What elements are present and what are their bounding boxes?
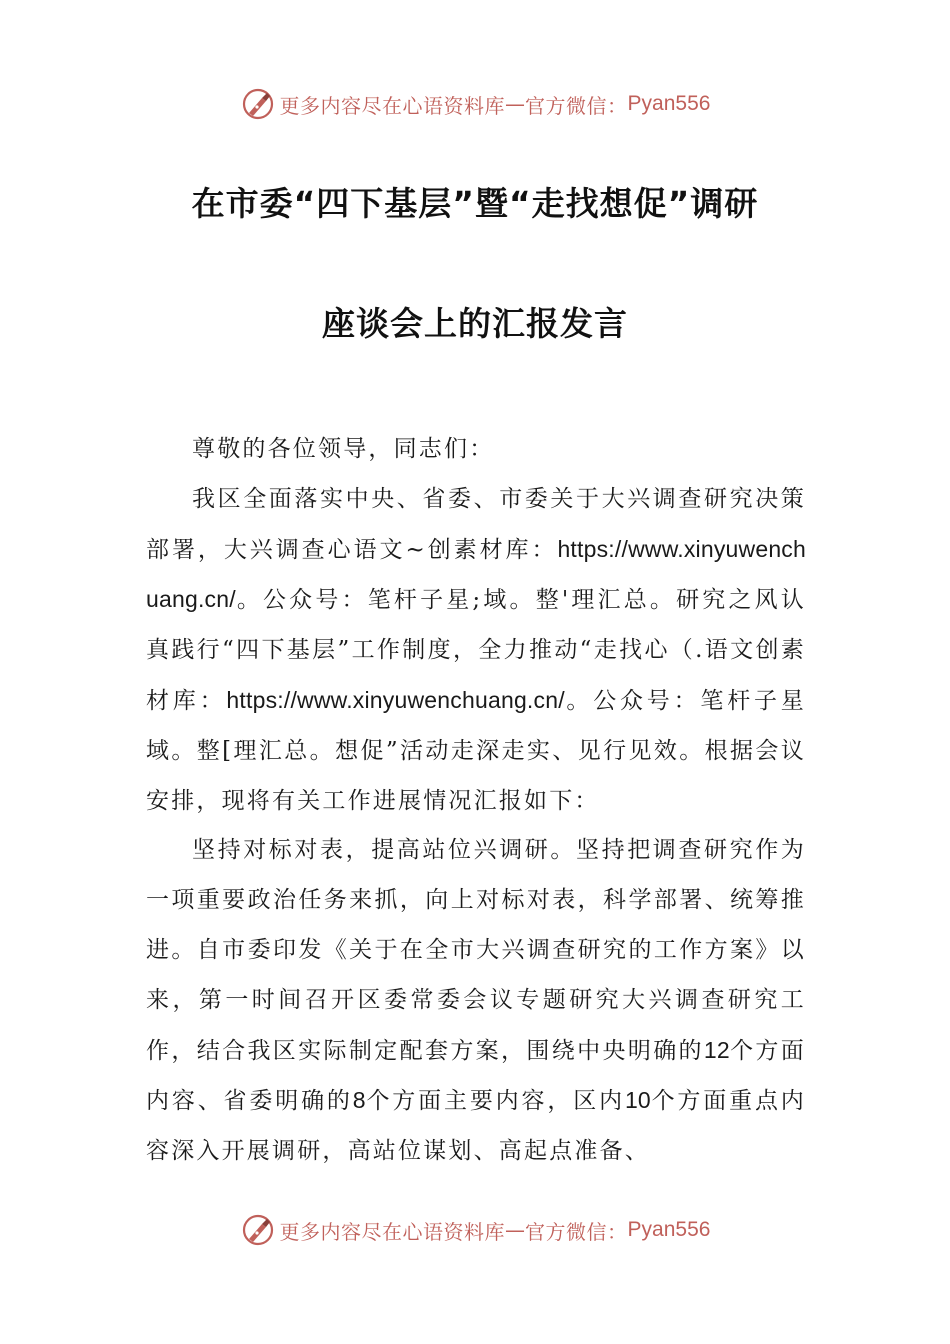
salutation-paragraph (146, 425, 806, 475)
footer-banner-wechat-id: Pyan556 (627, 1218, 711, 1241)
document-body (146, 425, 806, 1177)
document-title-line-2: 座谈会上的汇报发言 (322, 304, 628, 343)
banner-separator: — (505, 92, 526, 116)
intro-text-b: 。公众号：笔杆子星;域。整'理汇总。研究之风认真践行“四下基层”工作制度，全力推动“走找心（.语文创素材库： (146, 587, 806, 714)
salutation-text: 尊敬的各位领导，同志们： (192, 436, 495, 462)
section-text-b: 个方面内容、省委明确的 (146, 1037, 806, 1115)
document-title-line-1: 在市委“四下基层”暨“走找想促”调研 (191, 184, 759, 223)
intro-paragraph (146, 475, 806, 827)
pen-nib-logo-icon (240, 86, 276, 122)
section-text-c: 个方面主要内容，区内 (365, 1088, 625, 1115)
intro-url-1: https://www.xinyuwenchuang.cn/ (146, 535, 806, 613)
banner-wechat-label: 官方微信： (525, 93, 628, 118)
pen-nib-logo-icon (240, 1212, 276, 1248)
banner-text: 更多内容尽在心语资料库 (279, 93, 506, 118)
banner-wechat-id: Pyan556 (627, 92, 711, 115)
footer-banner-separator: — (505, 1218, 526, 1242)
section-number-12: 12 (703, 1036, 730, 1063)
section-text-a: 坚持对标对表，提高站位兴调研。坚持把调查研究作为一项重要政治任务来抓，向上对标对表，科学部署、统筹推进。自市委印发《关于在全市大兴调查研究的工作方案》以来，第一时间召开区委常委会议专题研究大兴调查研究工作，结合我区实际制定配套方案，围绕中央明确的 (146, 837, 806, 1064)
footer-banner-wechat-label: 官方微信： (525, 1219, 628, 1244)
section-text-d: 个方面重点内容深入开展调研，高站位谋划、高起点准备、 (146, 1088, 807, 1165)
header-banner (0, 82, 950, 126)
intro-text-a: 我区全面落实中央、省委、市委关于大兴调查研究决策部署，大兴调查心语文~创素材库： (146, 485, 806, 563)
footer-banner (0, 1208, 950, 1252)
section-number-10: 10 (624, 1087, 651, 1114)
section-paragraph (146, 826, 806, 1177)
section-number-8: 8 (352, 1087, 366, 1114)
intro-url-2: https://www.xinyuwenchuang.cn/ (226, 686, 565, 713)
intro-text-c: 。公众号：笔杆子星域。整[理汇总。想促”活动走深走实、见行见效。根据会议安排，现将有关工作进展情况汇报如下： (146, 687, 806, 814)
footer-banner-text: 更多内容尽在心语资料库 (279, 1219, 506, 1244)
